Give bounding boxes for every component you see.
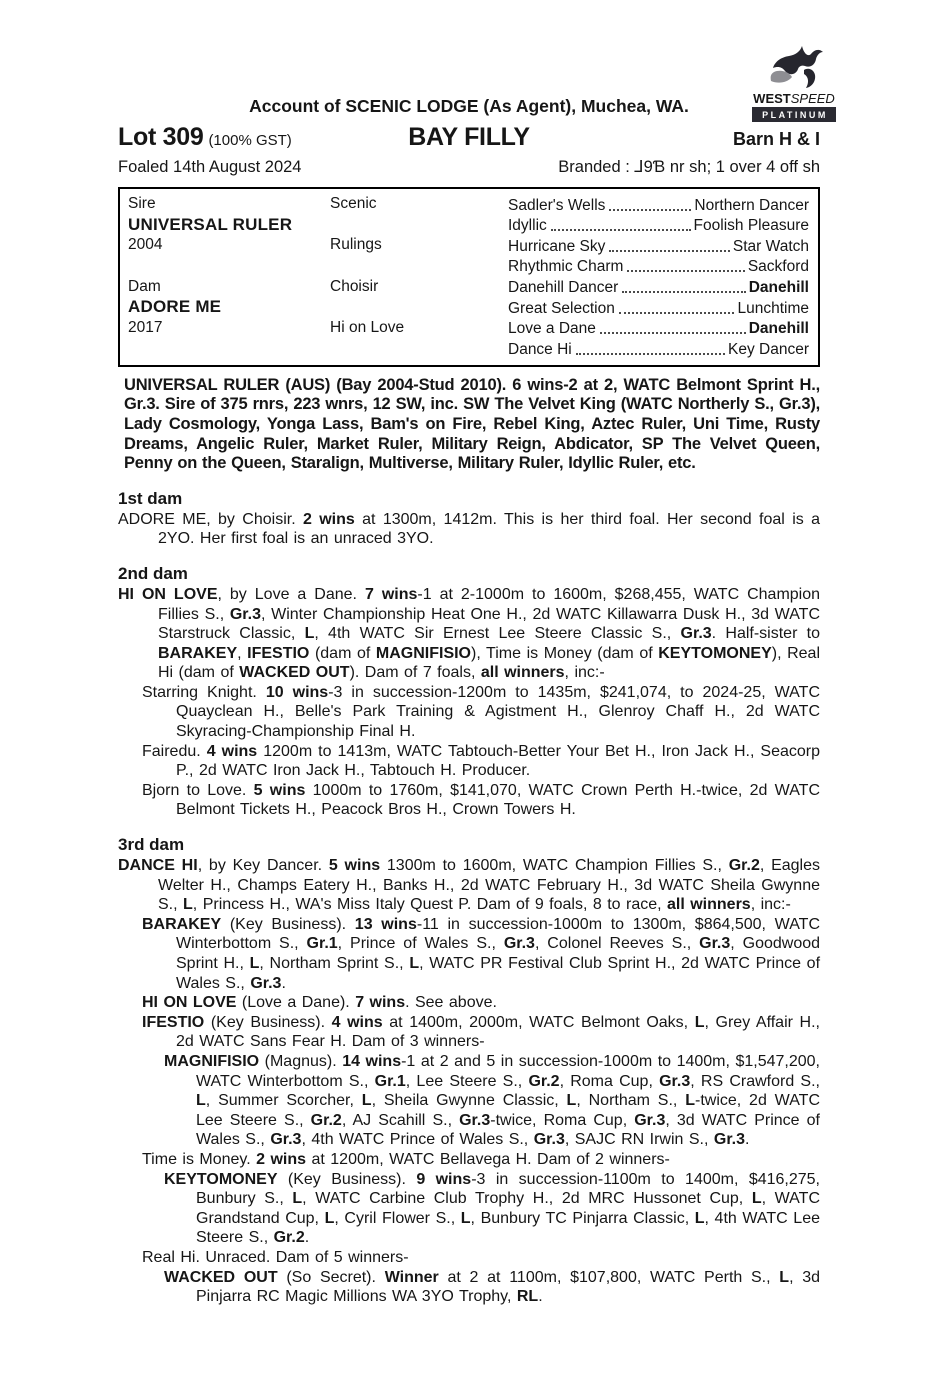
progeny-paragraph: IFESTIO (Key Business). 4 wins at 1400m, 2000m, WATC Belmont Oaks, L, Grey Affair H., 2d WATC Sans Fear H. Dam of 3 winners- <box>142 1013 820 1051</box>
progeny-paragraph: Time is Money. 2 wins at 1200m, WATC Bellavega H. Dam of 2 winners- <box>142 1150 670 1168</box>
progeny-paragraph: Fairedu. 4 wins 1200m to 1413m, WATC Tabtouch-Better Your Bet H., Iron Jack H., Seacorp P., 2d WATC Iron Jack H., Tabtouch H. Producer. <box>142 742 821 780</box>
pedigree-row <box>128 338 809 359</box>
dotted-leader <box>600 332 746 334</box>
dotted-leader <box>622 291 745 293</box>
ancestor-name: Foolish Pleasure <box>693 217 809 235</box>
progeny-paragraph: BARAKEY (Key Business). 13 wins-11 in succession-1000m to 1300m, $864,500, WATC Winterbottom S., Gr.1, Prince of Wales S., Gr.3, Colonel Reeves S., Gr.3, Goodwood Sprint H., L, Northam Sprint S., L, WATC PR Festival Club Sprint H., 2d WATC Prince of Wales S., Gr.3. <box>142 915 821 992</box>
pedigree-row <box>128 318 809 339</box>
ancestor-name: Danehill <box>748 278 809 296</box>
section-heading-2nd-dam: 2nd dam <box>118 563 188 583</box>
pedigree-row <box>128 215 809 236</box>
dotted-leader <box>609 209 691 211</box>
dotted-leader <box>619 312 735 314</box>
section-heading-1st-dam: 1st dam <box>118 488 183 508</box>
grandprogeny-paragraph: WACKED OUT (So Secret). Winner at 2 at 1100m, $107,800, WATC Perth S., L, 3d Pinjarra RC Magic Millions WA 3YO Trophy, RL. <box>164 1268 821 1306</box>
gst-label: (100% GST) <box>208 132 292 149</box>
ancestor-name: Hurricane Sky <box>508 237 606 255</box>
grandprogeny-paragraph: KEYTOMONEY (Key Business). 9 wins-3 in succession-1100m to 1400m, $416,275, Bunbury S., L, WATC Carbine Club Trophy H., 2d MRC Hussonet Cup, L, WATC Grandstand Cup, L, Cyril Flower S., L, Bunbury TC Pinjarra Classic, L, 4th WATC Lee Steere S., Gr.2. <box>164 1170 820 1247</box>
progeny-paragraph: Real Hi. Unraced. Dam of 5 winners- <box>142 1248 409 1266</box>
pedigree-row <box>128 276 809 297</box>
barn-label: Barn H & I <box>733 129 821 149</box>
brand-details: Branded : ⅃9Ɓ nr sh; 1 over 4 off sh <box>558 158 820 176</box>
foaled-branded-row <box>118 157 820 178</box>
lot-header-row <box>118 123 820 152</box>
ancestor-name: Key Dancer <box>728 340 809 358</box>
pedigree-table <box>118 187 820 367</box>
dotted-leader <box>609 250 730 252</box>
westspeed-word-west: WEST <box>753 91 791 106</box>
progeny-paragraph: Bjorn to Love. 5 wins 1000m to 1760m, $141,070, WATC Crown Perth H.-twice, 2d WATC Belmont Tickets H., Peacock Bros H., Crown Towers H. <box>142 781 821 819</box>
grandparent-name: Hi on Love <box>330 318 405 336</box>
ancestor-name: Idyllic <box>508 217 547 235</box>
sire-name: UNIVERSAL RULER <box>128 214 293 234</box>
progeny-paragraph: HI ON LOVE (Love a Dane). 7 wins. See above. <box>142 994 497 1012</box>
sire-year: 2004 <box>128 236 163 254</box>
dotted-leader <box>576 353 725 355</box>
grandprogeny-paragraph: MAGNIFISIO (Magnus). 14 wins-1 at 2 and 5 in succession-1000m to 1400m, $1,547,200, WATC Winterbottom S., Gr.1, Lee Steere S., Gr.2, Roma Cup, Gr.3, RS Crawford S., L, Summer Scorcher, L, Sheila Gwynne Classic, L, Northam S., L-twice, 2d WATC Lee Steere S., Gr.2, AJ Scahill S., Gr.3-twice, Roma Cup, Gr.3, 3d WATC Prince of Wales S., Gr.3, 4th WATC Prince of Wales S., Gr.3, SAJC RN Irwin S., Gr.3. <box>164 1052 821 1149</box>
progeny-paragraph: Starring Knight. 10 wins-3 in succession-1200m to 1435m, $241,074, to 2024-25, WATC Quayclean H., Belle's Park Training & Agistment H., Glenroy Chaff H., 2d WATC Skyracing-Championship Final H. <box>142 683 820 741</box>
foaled-date: Foaled 14th August 2024 <box>118 158 302 176</box>
sire-summary-paragraph: UNIVERSAL RULER (AUS) (Bay 2004-Stud 2010). 6 wins-2 at 2, WATC Belmont Sprint H., Gr.3. Sire of 375 rnrs, 223 wnrs, 12 SW, inc. SW The Velvet King (WATC Northerly S., Gr.3), Lady Cosmology, Yonga Lass, Bam's on Fire, Rebel King, Aztec Ruler, Uni Time, Rusty Dreams, Angelic Ruler, Market Ruler, Military Reign, Abdicator, SP The Velvet Queen, Penny on the Queen, Staralign, Multiverse, Military Ruler, Idyllic Ruler, etc. <box>124 375 820 473</box>
ancestor-name: Dance Hi <box>508 340 572 358</box>
platinum-badge: PLATINUM <box>752 107 836 122</box>
ancestor-name: Great Selection <box>508 299 615 317</box>
westspeed-word-speed: SPEED <box>790 91 835 106</box>
pedigree-role-label: Sire <box>128 195 156 213</box>
account-line: Account of SCENIC LODGE (As Agent), Muchea, WA. <box>249 96 689 116</box>
dam-paragraph: ADORE ME, by Choisir. 2 wins at 1300m, 1412m. This is her third foal. Her second foal is a 2YO. Her first foal is an unraced 3YO. <box>118 510 820 548</box>
grandparent-name: Rulings <box>330 236 382 254</box>
pedigree-row <box>128 256 809 277</box>
pedigree-row <box>128 194 809 215</box>
lot-number: Lot 309 <box>118 123 204 151</box>
dotted-leader <box>551 229 691 231</box>
dam-paragraph: DANCE HI, by Key Dancer. 5 wins 1300m to 1600m, WATC Champion Fillies S., Gr.2, Eagles Welter H., Champs Eatery H., Banks H., 2d WATC February H., 3d WATC Sheila Gwynne S., L, Princess H., WA's Miss Italy Quest P. Dam of 9 foals, 8 to race, all winners, inc:- <box>118 857 821 914</box>
ancestor-name: Star Watch <box>732 237 809 255</box>
dam-year: 2017 <box>128 318 163 336</box>
section-heading-3rd-dam: 3rd dam <box>118 835 185 855</box>
dam-name: ADORE ME <box>128 297 222 317</box>
pedigree-row <box>128 297 809 318</box>
grandparent-name: Scenic <box>330 195 377 213</box>
pedigree-role-label: Dam <box>128 277 161 295</box>
ancestor-name: Danehill Dancer <box>508 278 619 296</box>
dam-paragraph: HI ON LOVE, by Love a Dane. 7 wins-1 at 2-1000m to 1600m, $268,455, WATC Champion Fillies S., Gr.3, Winter Championship Heat One H., 2d WATC Killawarra Dusk H., 3d WATC Starstruck Classic, L, 4th WATC Sir Ernest Lee Steere Classic S., Gr.3. Half-sister to BARAKEY, IFESTIO (dam of MAGNIFISIO), Time is Money (dam of KEYTOMONEY), Real Hi (dam of WACKED OUT). Dam of 7 foals, all winners, inc:- <box>118 585 821 682</box>
ancestor-name: Rhythmic Charm <box>508 258 624 276</box>
ancestor-name: Sadler's Wells <box>508 196 606 214</box>
lot-group <box>118 123 408 152</box>
grandparent-name: Choisir <box>330 277 379 295</box>
ancestor-name: Northern Dancer <box>694 196 809 214</box>
ancestor-name: Sackford <box>747 258 809 276</box>
ancestor-name: Love a Dane <box>508 320 596 338</box>
horse-title: BAY FILLY <box>408 123 530 151</box>
ancestor-name: Lunchtime <box>737 299 809 317</box>
ancestor-name: Danehill <box>748 320 809 338</box>
dotted-leader <box>627 270 744 272</box>
pedigree-row <box>128 235 809 256</box>
